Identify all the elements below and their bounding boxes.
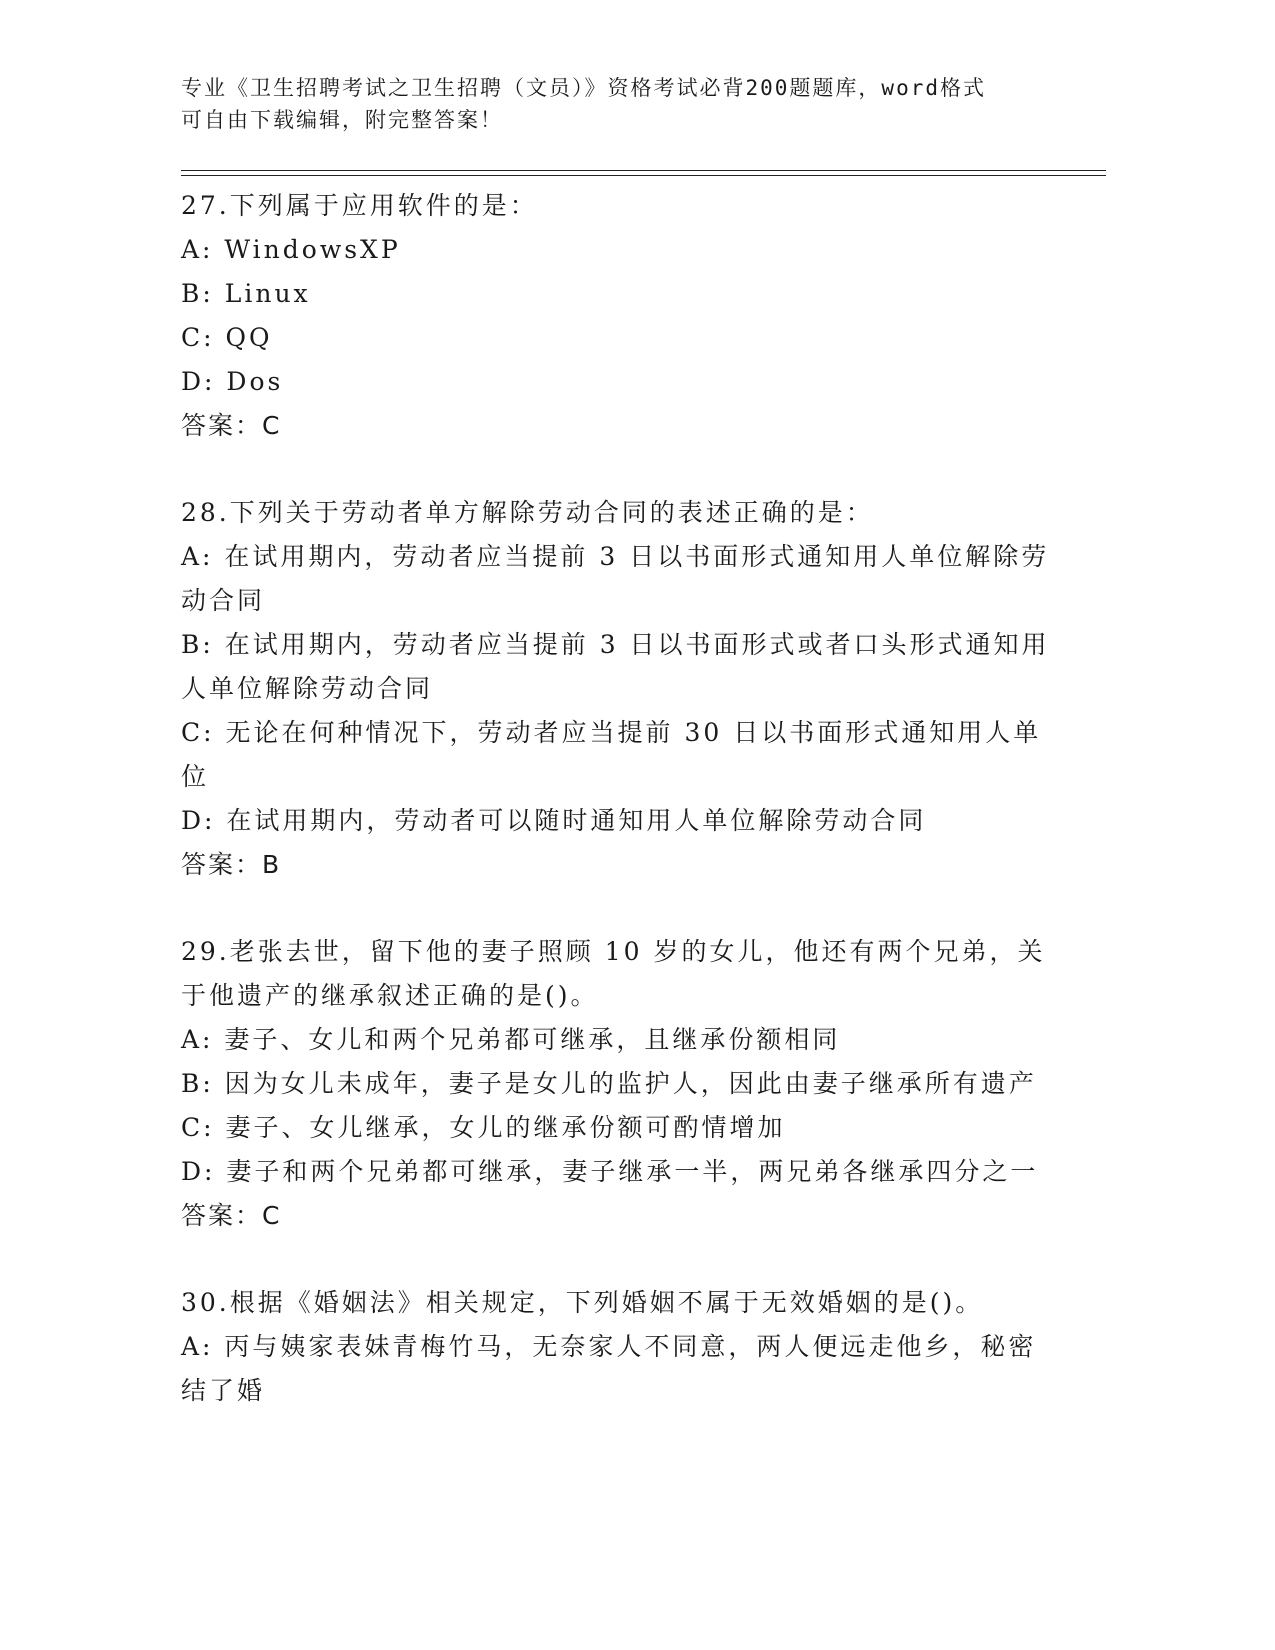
question-30-option-a-cont: 结了婚 xyxy=(181,1376,266,1405)
question-29-option-d: D: 妻子和两个兄弟都可继承，妻子继承一半，两兄弟各继承四分之一 xyxy=(181,1157,1039,1186)
question-27-option-d: D: Dos xyxy=(181,367,284,396)
question-29-option-c: C: 妻子、女儿继承，女儿的继承份额可酌情增加 xyxy=(181,1113,786,1142)
question-30-stem: 30.根据《婚姻法》相关规定，下列婚姻不属于无效婚姻的是()。 xyxy=(181,1288,984,1317)
question-27-option-c: C: QQ xyxy=(181,323,273,352)
question-29-stem: 29.老张去世，留下他的妻子照顾 10 岁的女儿，他还有两个兄弟，关 xyxy=(181,937,1046,966)
question-block-29 xyxy=(181,930,1061,1238)
header-line-1: 专业《卫生招聘考试之卫生招聘（文员）》资格考试必背200题题库，word格式 xyxy=(181,76,986,100)
question-29-answer: 答案：C xyxy=(181,1201,282,1230)
question-block-30 xyxy=(181,1281,1061,1413)
document-header xyxy=(181,72,1081,136)
question-list xyxy=(181,184,1061,1413)
question-28-option-c-cont: 位 xyxy=(181,762,210,791)
question-block-28 xyxy=(181,491,1061,887)
question-27-option-b: B: Linux xyxy=(181,279,311,308)
question-28-answer: 答案：B xyxy=(181,850,282,879)
question-27-answer: 答案：C xyxy=(181,411,282,440)
question-28-option-b: B: 在试用期内，劳动者应当提前 3 日以书面形式或者口头形式通知用 xyxy=(181,630,1050,659)
question-28-option-a-cont: 动合同 xyxy=(181,586,266,615)
question-29-option-b: B: 因为女儿未成年，妻子是女儿的监护人，因此由妻子继承所有遗产 xyxy=(181,1069,1037,1098)
question-block-27 xyxy=(181,184,1061,448)
question-28-stem: 28.下列关于劳动者单方解除劳动合同的表述正确的是： xyxy=(181,498,874,527)
question-28-option-b-cont: 人单位解除劳动合同 xyxy=(181,674,434,703)
question-29-option-a: A: 妻子、女儿和两个兄弟都可继承，且继承份额相同 xyxy=(181,1025,841,1054)
question-30-option-a: A: 丙与姨家表妹青梅竹马，无奈家人不同意，两人便远走他乡，秘密 xyxy=(181,1332,1037,1361)
question-spacer xyxy=(181,1238,1061,1281)
question-28-option-c: C: 无论在何种情况下，劳动者应当提前 30 日以书面形式通知用人单 xyxy=(181,718,1042,747)
question-27-stem: 27.下列属于应用软件的是： xyxy=(181,191,538,220)
header-rule-top xyxy=(181,170,1106,171)
question-28-option-d: D: 在试用期内，劳动者可以随时通知用人单位解除劳动合同 xyxy=(181,806,927,835)
question-29-stem-cont: 于他遗产的继承叙述正确的是()。 xyxy=(181,981,599,1010)
question-27-option-a: A: WindowsXP xyxy=(181,235,401,264)
question-spacer xyxy=(181,448,1061,491)
header-rule-bottom xyxy=(181,175,1106,176)
question-28-option-a: A: 在试用期内，劳动者应当提前 3 日以书面形式通知用人单位解除劳 xyxy=(181,542,1050,571)
question-spacer xyxy=(181,887,1061,930)
header-line-2: 可自由下载编辑，附完整答案！ xyxy=(181,108,503,132)
